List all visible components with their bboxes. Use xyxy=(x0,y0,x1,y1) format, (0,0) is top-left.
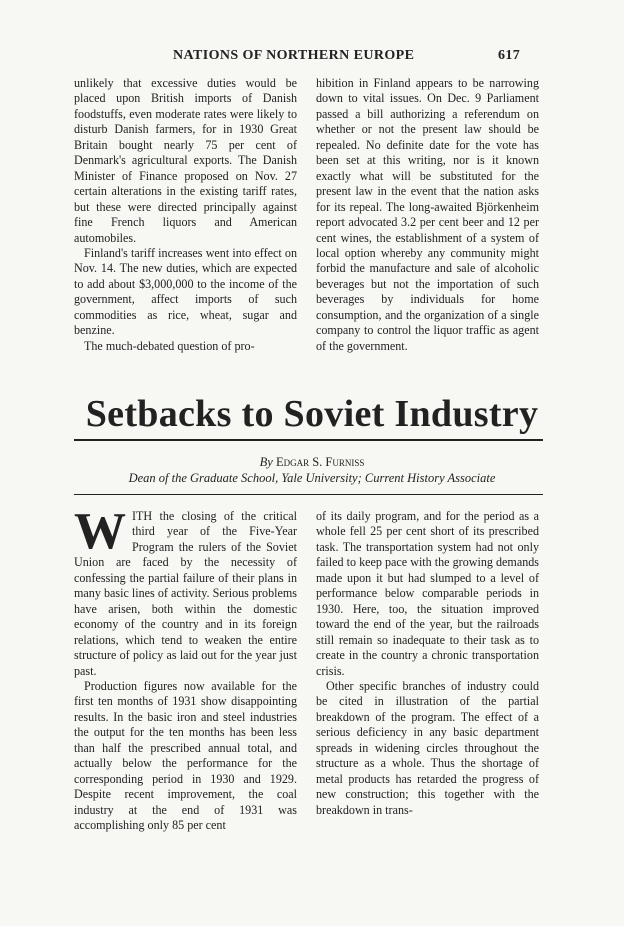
drop-cap: W xyxy=(74,503,126,560)
paragraph: of its daily program, and for the period as a whole fell 25 per cent short of its prescribed task. The transportation system had not only failed to keep pace with the growing demands made upon it but had slumped to a level of performance below comparable periods in 1930. Here, too, the situation improved toward the end of the year, but the railroads still remain so inadequate to their task as to create in the country a chronic transportation crisis. xyxy=(316,509,539,678)
byline xyxy=(0,455,624,470)
author-name: Edgar S. Furniss xyxy=(275,455,365,469)
article-right-column xyxy=(316,509,539,818)
paragraph xyxy=(74,503,297,679)
top-left-column xyxy=(74,76,297,354)
paragraph: Other specific branches of industry could be cited in illustration of the partial breakdown of the program. The effect of a serious deficiency in any basic department spreads in widening circles throughout the structure as a whole. Thus the shortage of metal products has retarded the progress of new construction; this together with the breakdown in trans- xyxy=(316,678,539,817)
article-title: Setbacks to Soviet Industry xyxy=(85,393,539,435)
paragraph: The much-debated question of pro- xyxy=(84,338,255,353)
top-right-column xyxy=(316,76,539,354)
paragraph: Production figures now available for the first ten months of 1931 show disappointing results. In the basic iron and steel industries the output for the ten months has been less than half the prescribed annual total, and actually below the performance for the corresponding period in 1930 and 1929. Despite recent improvement, the coal industry at the end of 1931 was accomplishing only 85 per cent xyxy=(74,678,297,833)
paragraph-text: ITH the closing of the critical third year of the Five-Year Program the rulers of the Soviet Union are faced by the necessity of confessing the partial failure of their plans in many basic lines of activity. Serious problems have arisen, both within the domestic economy of the country and in its foreign relations, which tend to weaken the entire structure of policy as laid out for the year just past. xyxy=(74,509,297,678)
paragraph: unlikely that excessive duties would be placed upon British imports of Danish foodstuffs, even moderate rates were likely to disturb Danish farmers, for in 1930 Great Britain bought nearly 75 per cent of Denmark's agricultural exports. The Danish Minister of Finance proposed on Nov. 27 certain alterations in the existing tariff rates, but these were directed principally against fine French liquors and American automobiles. xyxy=(74,76,297,245)
paragraph: Finland's tariff increases went into effect on Nov. 14. The new duties, which are expected to add about $3,000,000 to the income of the government, affect imports of such commodities as rice, wheat, sugar and benzine. xyxy=(74,245,297,338)
title-rule xyxy=(74,439,543,441)
byline-rule xyxy=(74,494,543,495)
running-header xyxy=(0,48,624,68)
paragraph: hibition in Finland appears to be narrowing down to vital issues. On Dec. 9 Parliament passed a bill authorizing a referendum on whether or not the present law should be repealed. No definite date for the vote has been set at this writing, nor is it known exactly what will be substituted for the present law in the event that the nation asks for its repeal. The long-awaited Björkenheim report advocated 3.2 per cent beer and 12 per cent wines, the establishment of a system of local option whereby any community might forbid the manufacture and sale of alcoholic beverages but not the importation of such beverages by individuals for home consumption, and the organization of a single company to control the liquor traffic as agent of the government. xyxy=(316,76,539,353)
page-number: 617 xyxy=(498,48,521,63)
article-left-column xyxy=(74,503,297,834)
running-title: NATIONS OF NORTHERN EUROPE xyxy=(173,48,415,63)
byline-prefix: By xyxy=(259,455,273,469)
author-affiliation: Dean of the Graduate School, Yale University; Current History Associate xyxy=(128,471,496,485)
